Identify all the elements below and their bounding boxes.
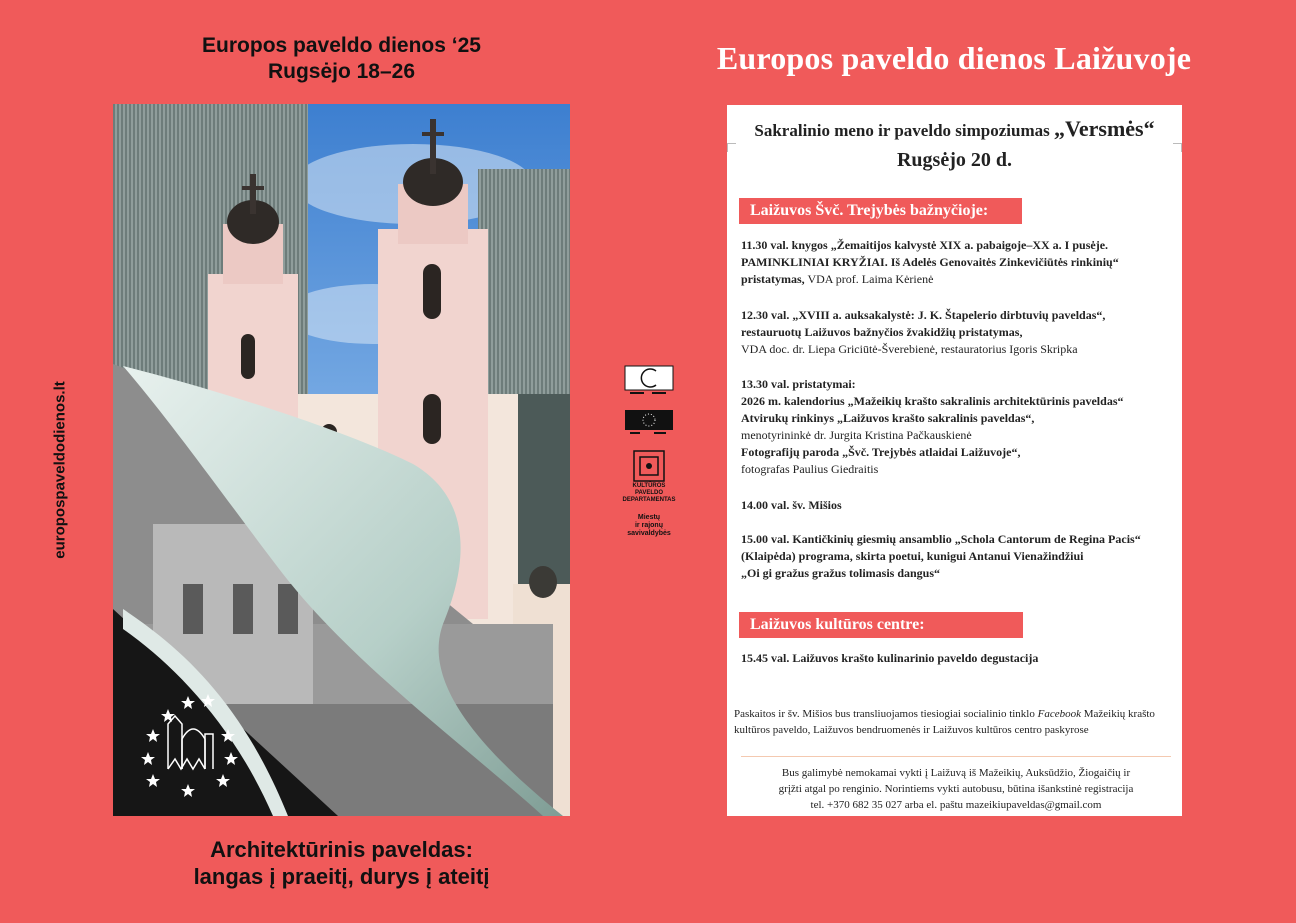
item-1500-line1: 15.00 val. Kantičkinių giesmių ansamblio „Schola Cantorum de Regina Pacis“ bbox=[741, 532, 1141, 546]
vertical-url bbox=[50, 375, 70, 565]
right-title: Europos paveldo dienos Laižuvoje bbox=[716, 40, 1192, 76]
item-1330-line1: 13.30 val. pristatymai: bbox=[741, 377, 856, 391]
info-line3: tel. +370 682 35 027 arba el. paštu mazeikiupaveldas@gmail.com bbox=[810, 799, 1102, 811]
item-1330-line4: menotyrininkė dr. Jurgita Kristina Pačkauskienė bbox=[741, 428, 972, 442]
poster-image bbox=[113, 104, 570, 816]
item-1130-line3-rest: VDA prof. Laima Kėrienė bbox=[804, 272, 934, 286]
kpd-label-1: KULTŪROS bbox=[632, 483, 666, 489]
item-1130-line2: PAMINKLINIAI KRYŽIAI. Iš Adelės Genovaitės Zinkevičiūtės rinkinių“ bbox=[741, 255, 1119, 269]
note-part-b: Mažeikių krašto bbox=[1081, 708, 1155, 720]
section-church-band bbox=[739, 198, 1022, 224]
program-item-1230 bbox=[741, 307, 1171, 358]
transport-info bbox=[741, 765, 1171, 813]
note-facebook: Facebook bbox=[1037, 708, 1081, 720]
info-line1: Bus galimybė nemokamai vykti į Laižuvą iš Mažeikių, Auksūdžio, Žiogaičių ir bbox=[781, 767, 1131, 779]
misc-logo-line3: savivaldybės bbox=[627, 530, 671, 537]
event-date: Rugsėjo 20 d. bbox=[896, 149, 1012, 171]
symposium-heading bbox=[727, 116, 1182, 142]
item-1330-line5: Fotografijų paroda „Švč. Trejybės atlaidai Laižuvoje“, bbox=[741, 445, 1021, 459]
misc-logo-line2: ir rajonų bbox=[634, 522, 663, 529]
item-1330-line2: 2026 m. kalendorius „Mažeikių krašto sakralinis architektūrinis paveldas“ bbox=[741, 394, 1124, 408]
kultūros-paveldo-departamentas-logo-icon bbox=[620, 449, 678, 504]
left-title bbox=[113, 33, 570, 85]
misc-logo-line1: Miestų bbox=[637, 514, 661, 521]
item-1230-line1: 12.30 val. „XVIII a. auksakalystė: J. K. Štapelerio dirbtuvių paveldas“, bbox=[741, 308, 1106, 322]
left-title-line1: Europos paveldo dienos ‘25 bbox=[202, 34, 481, 57]
item-1230-line2: restauruotų Laižuvos bažnyčios žvakidžių pristatymas, bbox=[741, 325, 1023, 339]
section-culture-centre-band bbox=[739, 612, 1023, 638]
kpd-label-3: DEPARTAMENTAS bbox=[622, 497, 676, 503]
item-1500-line3: „Oi gi gražus gražus tolimasis dangus“ bbox=[741, 566, 941, 580]
item-1500-line2: (Klaipėda) programa, skirta poetui, kunigui Antanui Vienažindžiui bbox=[741, 549, 1084, 563]
sponsor-logos bbox=[620, 365, 678, 538]
left-bottom-slogan bbox=[113, 836, 570, 890]
item-1330-line3: Atvirukų rinkinys „Laižuvos krašto sakralinis paveldas“, bbox=[741, 411, 1035, 425]
item-1330-line6: fotografas Paulius Giedraitis bbox=[741, 462, 879, 476]
symposium-name: „Versmės“ bbox=[1053, 116, 1155, 141]
item-1230-line3: VDA doc. dr. Liepa Griciūtė-Šverebienė, restauratorius Igoris Skripka bbox=[741, 342, 1078, 356]
program-item-1545 bbox=[741, 650, 1171, 667]
vertical-url-text: europospaveldodienos.lt bbox=[51, 381, 69, 559]
info-line2: grįžti atgal po renginio. Norintiems vykti autobusu, būtina išankstinė registracija bbox=[778, 783, 1134, 795]
item-1400-line1: 14.00 val. šv. Mišios bbox=[741, 498, 842, 512]
slogan-line2: langas į praeitį, durys į ateitį bbox=[193, 864, 490, 889]
item-1130-line3-bold: pristatymas, bbox=[741, 272, 805, 286]
slogan-line1: Architektūrinis paveldas: bbox=[210, 837, 473, 862]
left-title-line2: Rugsėjo 18–26 bbox=[267, 60, 416, 83]
program-panel bbox=[727, 105, 1182, 816]
section-culture-centre-label: Laižuvos kultūros centre: bbox=[750, 616, 925, 633]
section-church-label: Laižuvos Švč. Trejybės bažnyčioje: bbox=[750, 202, 989, 219]
broadcast-note bbox=[734, 706, 1174, 738]
kpd-label-2: PAVELDO bbox=[634, 490, 664, 496]
program-item-1500 bbox=[741, 531, 1171, 582]
program-item-1330 bbox=[741, 376, 1171, 478]
program-item-1130 bbox=[741, 237, 1171, 288]
council-of-europe-logo-icon bbox=[620, 365, 678, 399]
divider bbox=[741, 756, 1171, 757]
item-1545-line1: 15.45 val. Laižuvos krašto kulinarinio paveldo degustacija bbox=[741, 651, 1039, 665]
note-line2: kultūros paveldo, Laižuvos bendruomenės ir Laižuvos kultūros centro paskyrose bbox=[734, 724, 1089, 736]
symposium-prefix: Sakralinio meno ir paveldo simpoziumas bbox=[754, 121, 1050, 140]
program-item-1400 bbox=[741, 497, 1171, 514]
item-1130-line1: 11.30 val. knygos „Žemaitijos kalvystė XIX a. pabaigoje–XX a. I pusėje. bbox=[741, 238, 1109, 252]
note-part-a: Paskaitos ir šv. Mišios bus transliuojamos tiesiogiai socialinio tinklo bbox=[734, 708, 1038, 720]
european-union-flag-logo-icon bbox=[620, 409, 678, 439]
